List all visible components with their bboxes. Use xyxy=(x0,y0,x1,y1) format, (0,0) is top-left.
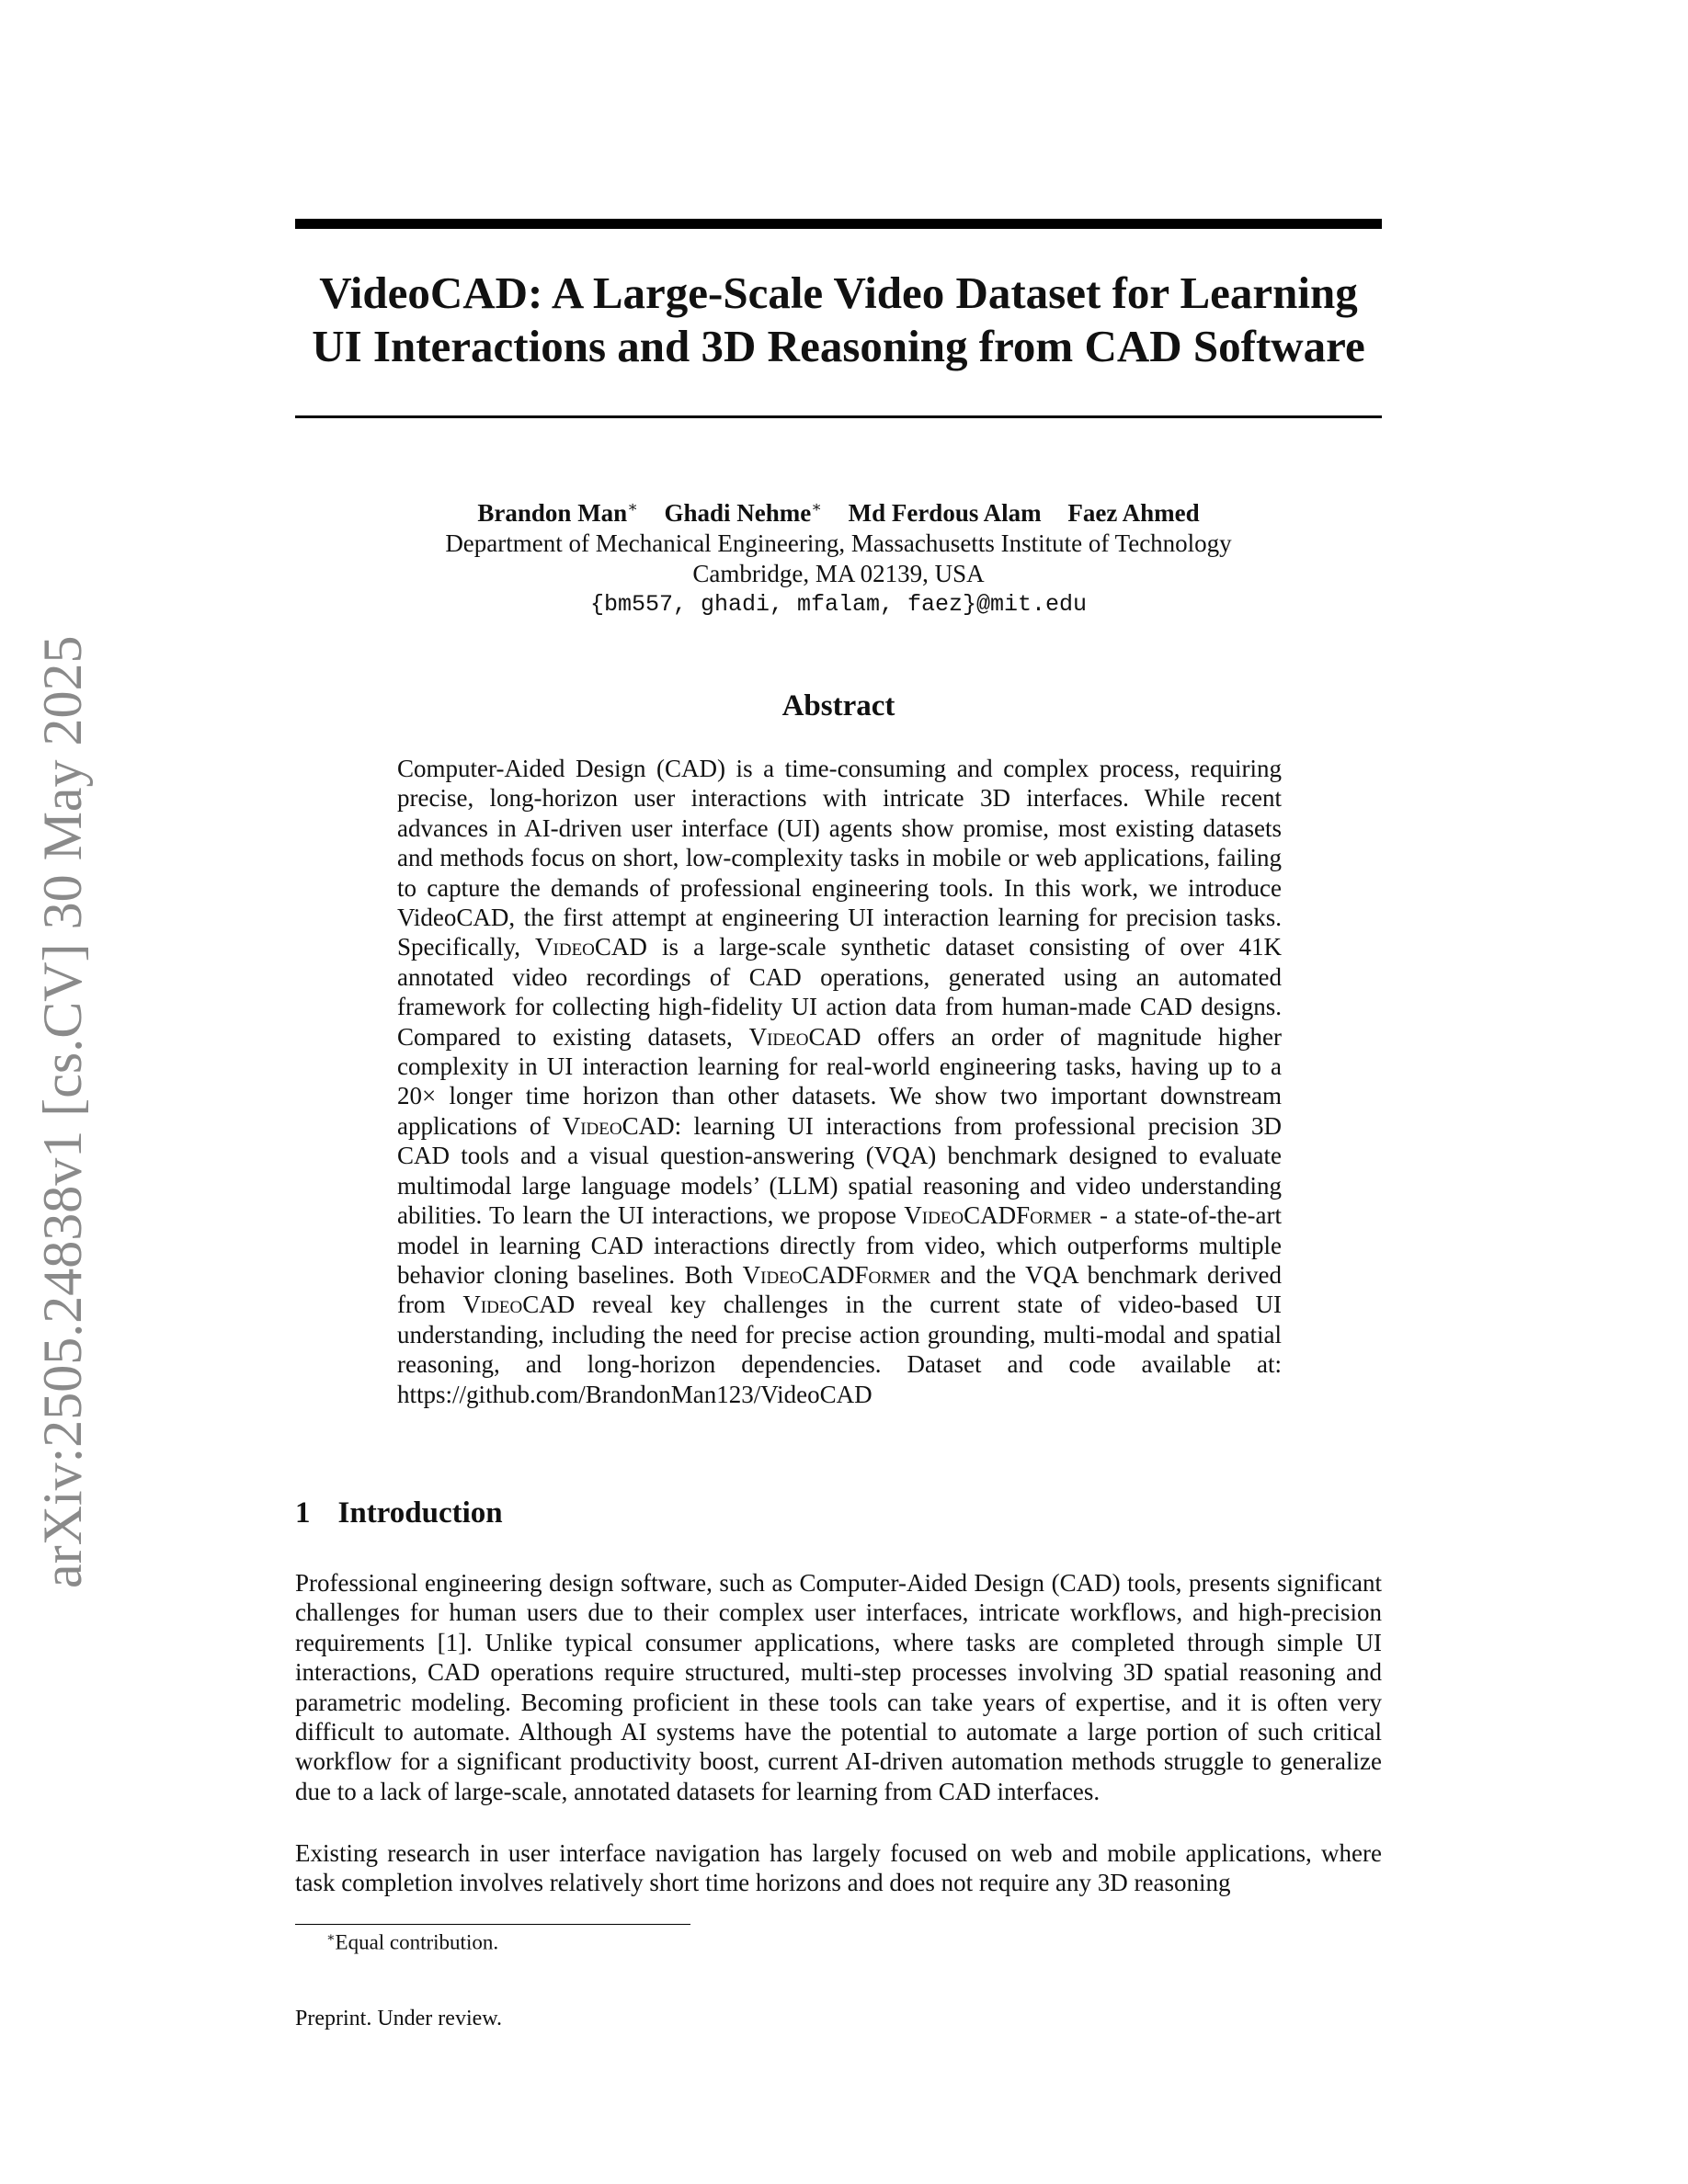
author-names xyxy=(295,492,1382,529)
title-bottom-rule xyxy=(295,415,1382,418)
abstract-body: Computer-Aided Design (CAD) is a time-consuming and complex process, requiring precise, long-horizon user interactions with intricate 3D interfaces. While recent advances in AI-driven user interface (UI) agents show promise, most existing datasets and methods focus on short, low-complexity tasks in mobile or web applications, failing to capture the demands of professional engineering tools. In this work, we introduce VideoCAD, the first attempt at engineering UI interaction learning for precision tasks. Specifically, VideoCAD is a large-scale synthetic dataset consisting of over 41K annotated video recordings of CAD operations, generated using an automated framework for collecting high-fidelity UI action data from human-made CAD designs. Compared to existing datasets, VideoCAD offers an order of magnitude higher complexity in UI interaction learning for real-world engineering tasks, having up to a 20× longer time horizon than other datasets. We show two important downstream applications of VideoCAD: learning UI interactions from professional precision 3D CAD tools and a visual question-answering (VQA) benchmark designed to evaluate multimodal large language models’ (LLM) spatial reasoning and video understanding abilities. To learn the UI interactions, we propose VideoCADFormer - a state-of-the-art model in learning CAD interactions directly from video, which outperforms multiple behavior cloning baselines. Both VideoCADFormer and the VQA benchmark derived from VideoCAD reveal key challenges in the current state of video-based UI understanding, including the need for precise action grounding, multi-modal and spatial reasoning, and long-horizon dependencies. Dataset and code available at: https://github.com/BrandonMan123/VideoCAD xyxy=(397,755,1282,1408)
author-block xyxy=(295,492,1382,620)
title-line-1: VideoCAD: A Large-Scale Video Dataset for Learning xyxy=(319,267,1358,318)
title-top-rule xyxy=(295,219,1382,229)
author-2: Ghadi Nehme∗ xyxy=(664,498,822,527)
author-3: Md Ferdous Alam xyxy=(848,499,1042,527)
email: {bm557, ghadi, mfalam, faez}@mit.edu xyxy=(589,591,1088,618)
title-line-2: UI Interactions and 3D Reasoning from CAD Software xyxy=(312,321,1365,371)
footnote-rule xyxy=(295,1924,690,1925)
address: Cambridge, MA 02139, USA xyxy=(692,560,985,587)
preprint-notice: Preprint. Under review. xyxy=(295,2007,503,2030)
intro-paragraph-2: Existing research in user interface navigation has largely focused on web and mobile applications, where task completion involves relatively short time horizons and does not require any 3D reasoning xyxy=(295,1839,1382,1897)
section-heading-introduction: 1 Introduction xyxy=(295,1496,503,1530)
author-1: Brandon Man∗ xyxy=(477,498,638,527)
footnote: ∗Equal contribution. xyxy=(326,1930,499,1954)
intro-paragraph-1: Professional engineering design software, such as Computer-Aided Design (CAD) tools, presents significant challenges for human users due to their complex user interfaces, intricate workflows, and high-precision requirements [1]. Unlike typical consumer applications, where tasks are completed through simple UI interactions, CAD operations require structured, multi-step processes involving 3D spatial reasoning and parametric modeling. Becoming proficient in these tools can take years of expertise, and it is often very difficult to automate. Although AI systems have the potential to automate a large portion of such critical workflow for a significant productivity boost, current AI-driven automation methods struggle to generalize due to a lack of large-scale, annotated datasets for learning from CAD interfaces. xyxy=(295,1569,1382,1805)
arxiv-stamp: arXiv:2505.24838v1 [cs.CV] 30 May 2025 xyxy=(32,635,93,1588)
affiliation: Department of Mechanical Engineering, Massachusetts Institute of Technology xyxy=(445,529,1232,557)
paper-title xyxy=(295,267,1382,373)
author-4: Faez Ahmed xyxy=(1067,499,1200,527)
abstract-heading: Abstract xyxy=(781,689,895,722)
